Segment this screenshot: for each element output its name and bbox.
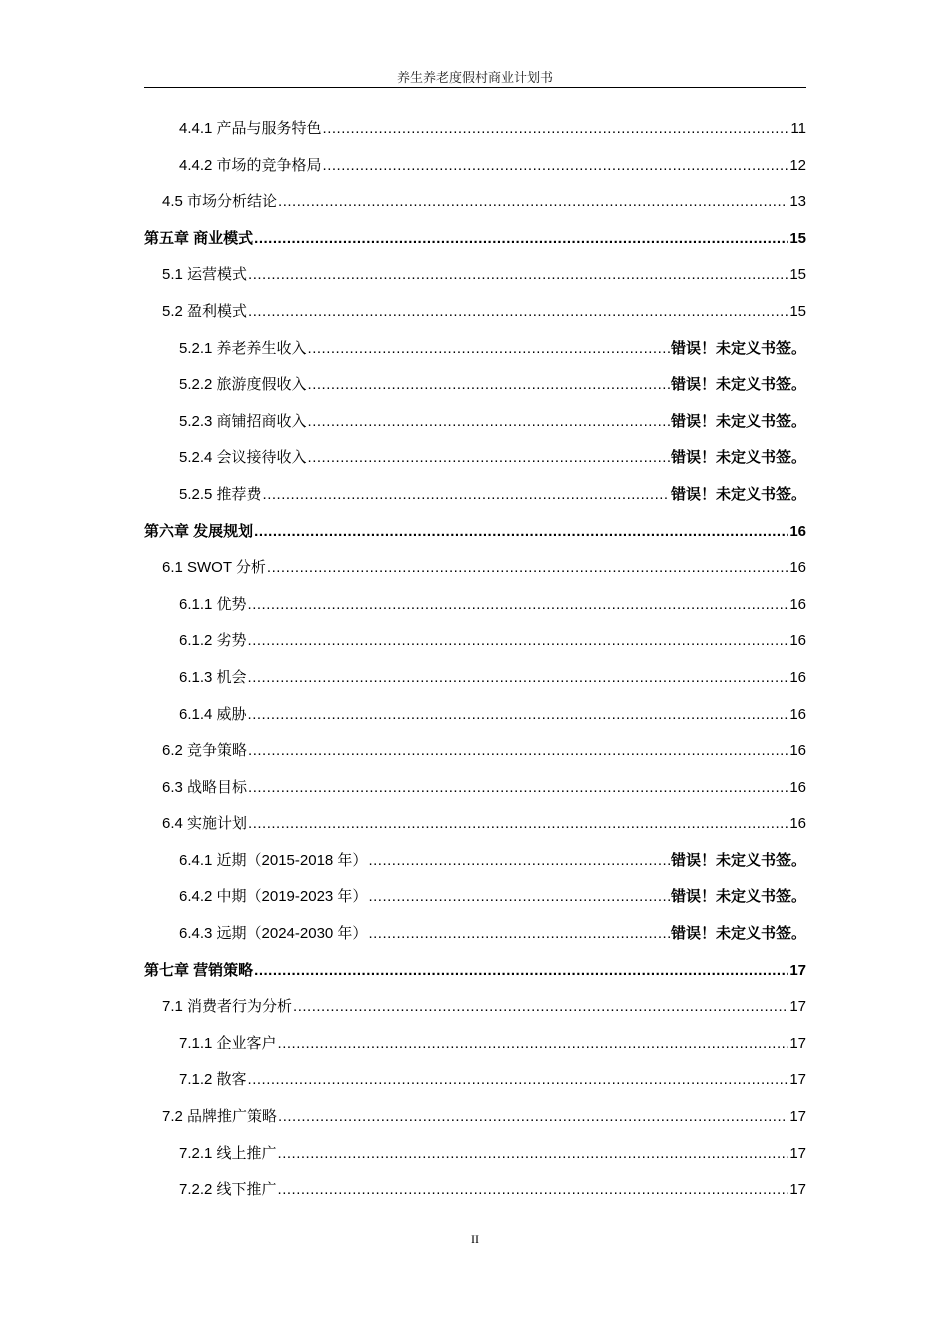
toc-entry-page: 15 [789, 266, 806, 284]
toc-entry-title: 4.4.2 市场的竞争格局 [179, 156, 322, 174]
toc-entry-title: 6.4.1 近期（2015-2018 年） [179, 851, 368, 869]
toc-entry-page: 16 [789, 668, 806, 686]
toc-entry[interactable] [144, 989, 806, 1026]
toc-entry-title: 6.4.3 远期（2024-2030 年） [179, 925, 368, 943]
toc-entry-title: 6.1 SWOT 分析 [162, 559, 266, 577]
toc-entry-page: 17 [789, 1108, 806, 1126]
toc-entry-title: 5.2.2 旅游度假收入 [179, 376, 307, 394]
toc-dot-leader [308, 367, 670, 404]
toc-entry[interactable] [144, 440, 806, 477]
toc-dot-leader [248, 697, 789, 734]
toc-entry-title: 7.1 消费者行为分析 [162, 998, 293, 1016]
toc-entry-title: 7.2 品牌推广策略 [162, 1108, 278, 1126]
toc-entry[interactable] [144, 184, 806, 221]
toc-entry-title: 6.1.1 优势 [179, 595, 247, 613]
toc-entry-title: 6.3 战略目标 [162, 778, 248, 796]
toc-entry[interactable] [144, 916, 806, 953]
toc-entry[interactable] [144, 879, 806, 916]
toc-dot-leader [323, 148, 789, 185]
toc-dot-leader [254, 953, 788, 990]
toc-entry-page: 15 [789, 302, 806, 320]
toc-dot-leader [278, 1026, 789, 1063]
toc-entry[interactable] [144, 331, 806, 368]
toc-entry[interactable] [144, 953, 806, 990]
toc-entry[interactable] [144, 733, 806, 770]
toc-entry[interactable] [144, 806, 806, 843]
toc-dot-leader [248, 660, 789, 697]
toc-entry-title: 7.2.2 线下推广 [179, 1181, 277, 1199]
table-of-contents [144, 111, 806, 1209]
toc-entry-page: 16 [789, 705, 806, 723]
toc-entry-page: 错误！未定义书签。 [670, 449, 806, 467]
toc-entry-page: 错误！未定义书签。 [670, 925, 806, 943]
toc-entry[interactable] [144, 843, 806, 880]
toc-dot-leader [308, 404, 670, 441]
toc-entry[interactable] [144, 367, 806, 404]
toc-entry-page: 16 [789, 522, 806, 540]
toc-dot-leader [248, 770, 788, 807]
toc-dot-leader [308, 331, 670, 368]
toc-dot-leader [254, 514, 788, 551]
toc-entry-page: 17 [789, 1181, 806, 1199]
toc-entry-title: 6.1.4 威胁 [179, 705, 247, 723]
toc-entry-title: 4.4.1 产品与服务特色 [179, 120, 322, 137]
toc-entry-title: 5.2.4 会议接待收入 [179, 449, 307, 467]
toc-entry-title: 5.2.3 商铺招商收入 [179, 412, 307, 430]
toc-entry[interactable] [144, 1099, 806, 1136]
toc-entry-title: 第六章 发展规划 [144, 522, 254, 540]
toc-dot-leader [254, 221, 788, 258]
toc-entry[interactable] [144, 550, 806, 587]
document-title: 养生养老度假村商业计划书 [396, 71, 553, 86]
toc-entry-title: 7.1.1 企业客户 [179, 1034, 277, 1052]
toc-dot-leader [248, 587, 789, 624]
toc-entry[interactable] [144, 257, 806, 294]
toc-entry-page: 17 [789, 961, 806, 979]
toc-entry-page: 错误！未定义书签。 [670, 851, 806, 869]
toc-entry[interactable] [144, 514, 806, 551]
toc-entry-title: 7.2.1 线上推广 [179, 1144, 277, 1162]
toc-entry-title: 6.4.2 中期（2019-2023 年） [179, 888, 368, 906]
toc-entry-page: 16 [789, 778, 806, 796]
toc-dot-leader [278, 1136, 789, 1173]
toc-entry[interactable] [144, 1136, 806, 1173]
toc-entry-title: 第七章 营销策略 [144, 961, 254, 979]
toc-dot-leader [267, 550, 788, 587]
toc-entry-page: 16 [789, 815, 806, 833]
toc-entry-page: 错误！未定义书签。 [670, 339, 806, 357]
toc-entry-title: 4.5 市场分析结论 [162, 193, 278, 211]
toc-dot-leader [278, 1172, 789, 1209]
toc-entry[interactable] [144, 623, 806, 660]
toc-entry-title: 6.4 实施计划 [162, 815, 248, 833]
toc-entry-page: 错误！未定义书签。 [670, 888, 806, 906]
toc-entry-page: 17 [789, 1144, 806, 1162]
toc-entry-title: 7.1.2 散客 [179, 1071, 247, 1089]
toc-entry-title: 6.1.2 劣势 [179, 632, 247, 650]
toc-dot-leader [248, 294, 788, 331]
toc-dot-leader [248, 806, 788, 843]
toc-entry-title: 5.2.5 推荐费 [179, 485, 262, 503]
toc-entry-page: 错误！未定义书签。 [670, 376, 806, 394]
toc-entry[interactable] [144, 660, 806, 697]
toc-entry-page: 16 [789, 742, 806, 760]
toc-entry-title: 第五章 商业模式 [144, 229, 254, 247]
toc-entry[interactable] [144, 148, 806, 185]
toc-dot-leader [248, 1062, 789, 1099]
toc-dot-leader [248, 257, 788, 294]
toc-dot-leader [323, 111, 790, 148]
toc-entry-page: 15 [789, 229, 806, 247]
toc-entry-page: 错误！未定义书签。 [670, 412, 806, 430]
toc-dot-leader [368, 879, 670, 916]
toc-dot-leader [308, 440, 670, 477]
toc-entry-page: 12 [789, 156, 806, 174]
toc-dot-leader [368, 916, 670, 953]
toc-entry-page: 16 [789, 632, 806, 650]
toc-entry-title: 6.1.3 机会 [179, 668, 247, 686]
toc-entry-title: 6.2 竞争策略 [162, 742, 248, 760]
toc-entry-page: 错误！未定义书签。 [670, 485, 806, 503]
toc-entry[interactable] [144, 1026, 806, 1063]
toc-entry[interactable] [144, 1062, 806, 1099]
toc-entry-title: 5.2 盈利模式 [162, 302, 248, 320]
toc-entry[interactable] [144, 477, 806, 514]
toc-dot-leader [248, 623, 789, 660]
toc-dot-leader [263, 477, 670, 514]
toc-entry[interactable] [144, 587, 806, 624]
header-divider [144, 87, 806, 88]
toc-entry-page: 16 [789, 595, 806, 613]
toc-dot-leader [248, 733, 788, 770]
page-number: II [471, 1232, 479, 1246]
toc-entry-page: 11 [790, 120, 806, 137]
toc-entry-page: 17 [789, 998, 806, 1016]
toc-dot-leader [368, 843, 670, 880]
toc-entry[interactable] [144, 294, 806, 331]
toc-entry-title: 5.2.1 养老养生收入 [179, 339, 307, 357]
toc-entry[interactable] [144, 770, 806, 807]
toc-entry-page: 13 [789, 193, 806, 211]
toc-entry[interactable] [144, 404, 806, 441]
toc-entry-page: 16 [789, 559, 806, 577]
toc-entry-page: 17 [789, 1034, 806, 1052]
toc-entry[interactable] [144, 221, 806, 258]
toc-entry-page: 17 [789, 1071, 806, 1089]
toc-dot-leader [278, 1099, 788, 1136]
toc-dot-leader [293, 989, 788, 1026]
toc-entry[interactable] [144, 697, 806, 734]
toc-entry[interactable] [144, 1172, 806, 1209]
toc-entry-title: 5.1 运营模式 [162, 266, 248, 284]
toc-dot-leader [278, 184, 788, 221]
toc-entry[interactable] [144, 111, 806, 148]
